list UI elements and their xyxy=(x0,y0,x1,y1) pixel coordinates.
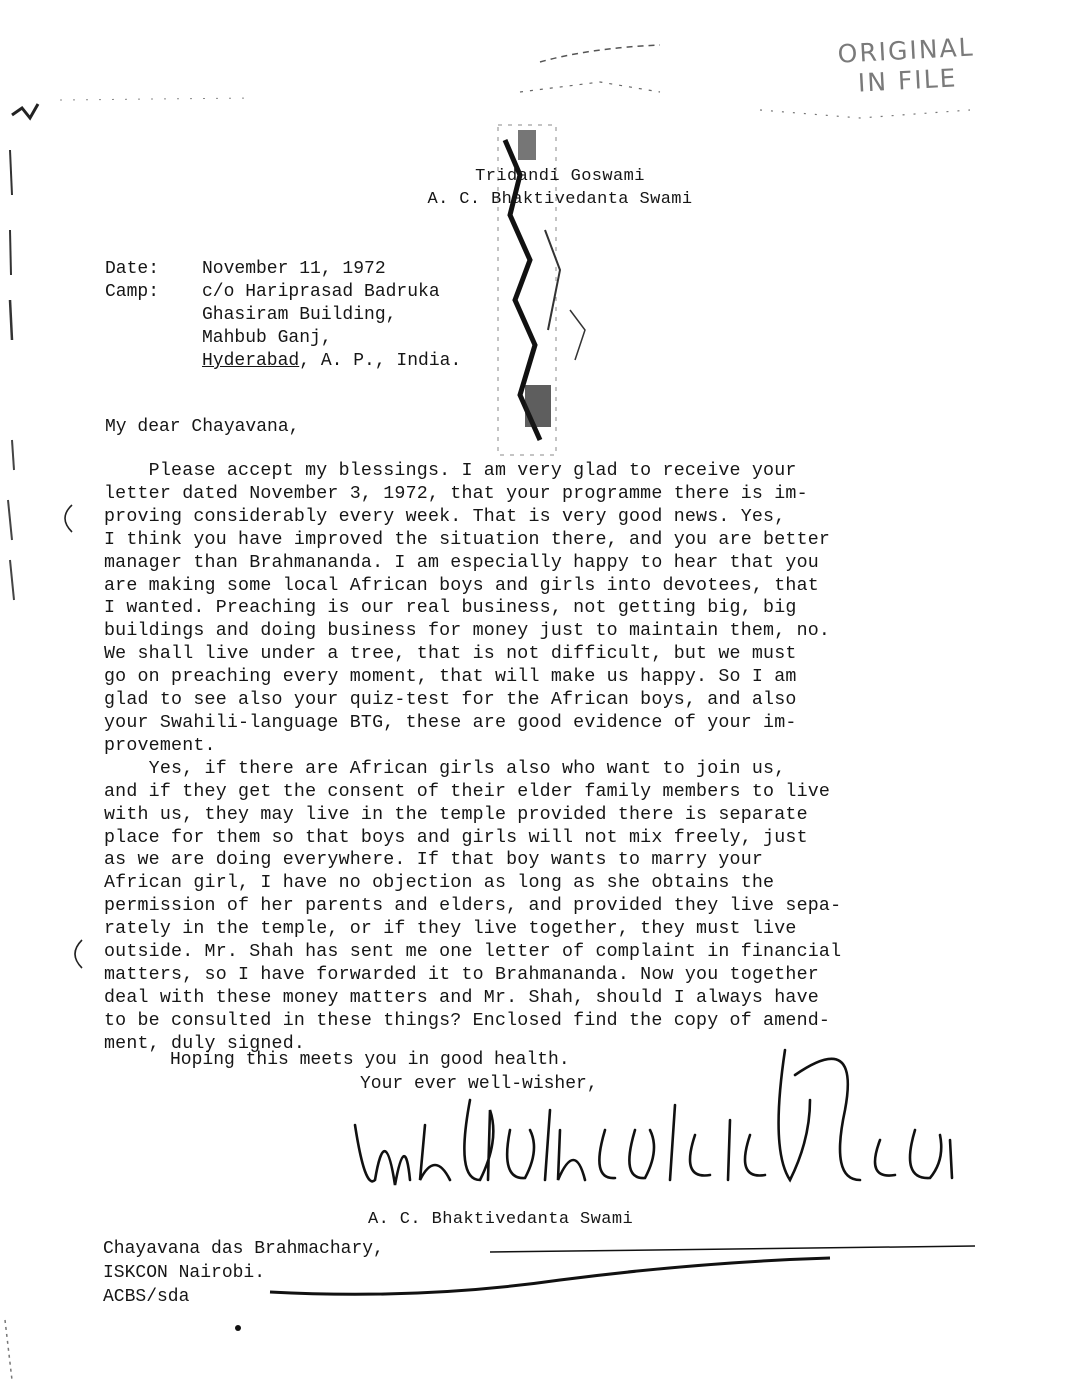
camp-label: Camp: xyxy=(105,282,160,302)
handwritten-signature xyxy=(340,1030,980,1220)
body-line: and if they get the consent of their elder family members to live xyxy=(104,781,831,802)
recipient-name: Chayavana das Brahmachary, xyxy=(103,1239,384,1259)
body-line: place for them so that boys and girls will not mix freely, just xyxy=(104,827,808,848)
closing-farewell: Your ever well-wisher, xyxy=(360,1074,598,1094)
body-line: I think you have improved the situation there, and you are better xyxy=(104,529,831,550)
date-value: November 11, 1972 xyxy=(202,259,386,279)
body-line: African girl, I have no objection as long as she obtains the xyxy=(104,873,775,894)
camp-city: Hyderabad xyxy=(202,351,300,371)
date-label: Date: xyxy=(105,259,160,279)
date-row xyxy=(105,258,461,281)
camp-line: Mahbub Ganj, xyxy=(202,328,332,348)
letterhead-title: Tridandi Goswami xyxy=(475,167,645,186)
body-line: I wanted. Preaching is our real business, not getting big, big xyxy=(104,598,797,619)
body-line: letter dated November 3, 1972, that your programme there is im- xyxy=(104,483,808,504)
salutation: My dear Chayavana, xyxy=(105,417,300,437)
body-line: glad to see also your quiz-test for the African boys, and also xyxy=(104,690,797,711)
camp-region: , A. P., India. xyxy=(299,351,462,371)
reference-initials: ACBS/sda xyxy=(103,1287,190,1307)
body-line: are making some local African boys and girls into devotees, that xyxy=(104,575,819,596)
closing-line: Hoping this meets you in good health. xyxy=(170,1050,570,1070)
body-line: Yes, if there are African girls also who want to join us, xyxy=(104,758,786,779)
stamp-line-2: IN FILE xyxy=(857,63,959,98)
recipient-block xyxy=(103,1237,384,1309)
camp-row xyxy=(105,281,461,304)
body-line: as we are doing everywhere. If that boy wants to marry your xyxy=(104,850,764,871)
original-in-file-stamp xyxy=(830,32,983,104)
body-line: provement. xyxy=(104,735,216,756)
letterhead-name: A. C. Bhaktivedanta Swami xyxy=(427,190,693,209)
body-line: with us, they may live in the temple provided there is separate xyxy=(104,804,808,825)
recipient-org: ISKCON Nairobi. xyxy=(103,1263,266,1283)
body-line: permission of her parents and elders, and provided they live sepa- xyxy=(104,896,842,917)
body-line: deal with these money matters and Mr. Shah, should I always have xyxy=(104,987,819,1008)
body-line: your Swahili-language BTG, these are good evidence of your im- xyxy=(104,712,797,733)
letterhead xyxy=(380,165,740,211)
body-line: matters, so I have forwarded it to Brahmananda. Now you together xyxy=(104,964,819,985)
stamp-line-1: ORIGINAL xyxy=(836,32,976,69)
letter-body xyxy=(104,460,1034,1056)
camp-line: Ghasiram Building, xyxy=(202,305,397,325)
body-line: to be consulted in these things? Enclosed find the copy of amend- xyxy=(104,1010,831,1031)
body-line: outside. Mr. Shah has sent me one letter of complaint in financial xyxy=(104,942,842,963)
letter-meta xyxy=(105,258,461,373)
body-line: Please accept my blessings. I am very glad to receive your xyxy=(104,461,797,481)
camp-city-line xyxy=(105,350,461,373)
body-line: We shall live under a tree, that is not difficult, but we must xyxy=(104,644,797,665)
body-line: rately in the temple, or if they live together, they must live xyxy=(104,919,797,940)
body-line: ment, duly signed. xyxy=(104,1033,306,1054)
body-line: buildings and doing business for money just to maintain them, no. xyxy=(104,621,831,642)
body-line: manager than Brahmananda. I am especially happy to hear that you xyxy=(104,552,819,573)
camp-line: c/o Hariprasad Badruka xyxy=(202,282,440,302)
body-line: proving considerably every week. That is very good news. Yes, xyxy=(104,506,786,527)
body-line: go on preaching every moment, that will make us happy. So I am xyxy=(104,667,797,688)
signer-name: A. C. Bhaktivedanta Swami xyxy=(368,1210,634,1229)
